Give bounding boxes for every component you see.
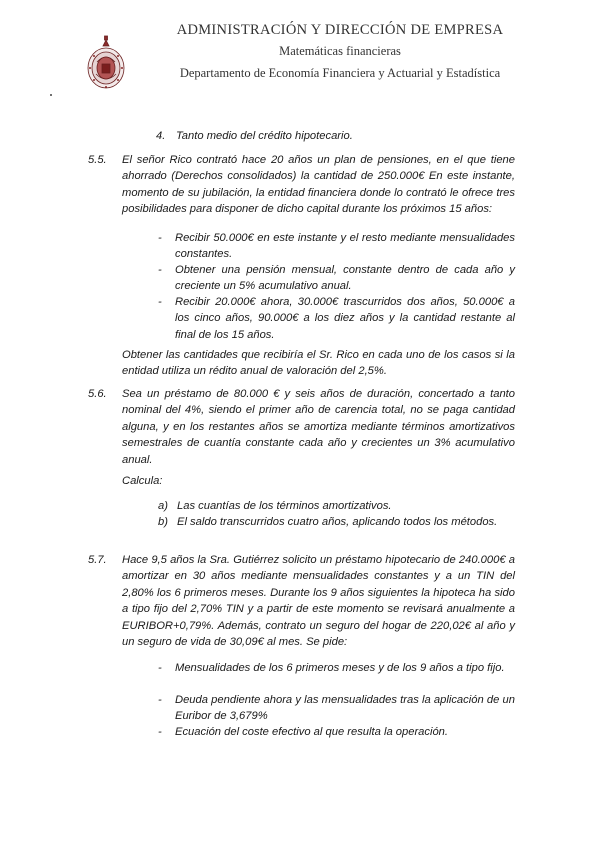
question-text: Las cuantías de los términos amortizativos.: [177, 500, 392, 512]
margin-dot: [50, 94, 52, 96]
university-seal-icon: [82, 34, 130, 94]
list-item-text: Ecuación del coste efectivo al que resulta la operación.: [175, 726, 449, 738]
header-department: Departamento de Economía Financiera y Actuarial y Estadística: [179, 66, 501, 80]
exercise-number: 5.5.: [88, 154, 107, 166]
dash-marker: -: [158, 296, 162, 308]
question-text: El saldo transcurridos cuatro años, aplicando todos los métodos.: [177, 516, 498, 528]
list-item-text: Recibir 50.000€ en este instante y el resto mediante mensualidades constantes.: [175, 232, 515, 261]
exercise-intro: Sea un préstamo de 80.000 € y seis años de duración, concertado a tanto nominal del 4%, siendo el primer año de carencia total, no se paga cantidad alguna, y en los restantes años se amortiza mediante términos amortizativos semestrales de cuantía constante cada año y crecientes un 3% acumulativo anual.: [122, 388, 515, 466]
exercise-number: 5.6.: [88, 388, 107, 400]
dash-marker: -: [158, 694, 162, 706]
exercise-number: 5.7.: [88, 554, 107, 566]
page-header: [0, 18, 600, 108]
dash-marker: -: [158, 232, 162, 244]
dash-marker: -: [158, 662, 162, 674]
calc-label: Calcula:: [122, 475, 163, 487]
header-title: ADMINISTRACIÓN Y DIRECCIÓN DE EMPRESA: [176, 22, 504, 38]
item-number: 4.: [156, 130, 166, 142]
exercise-closing: Obtener las cantidades que recibiría el Sr. Rico en cada uno de los casos si la entidad utiliza un rédito anual de valoración del 2,5%.: [122, 349, 515, 378]
list-item-text: Obtener una pensión mensual, constante dentro de cada año y creciente un 5% acumulativo anual.: [175, 264, 515, 293]
question-label: b): [158, 516, 168, 528]
dash-marker: -: [158, 726, 162, 738]
list-item-text: Deuda pendiente ahora y las mensualidades tras la aplicación de un Euribor de 3,679%: [175, 694, 515, 723]
header-subtitle: Matemáticas financieras: [279, 44, 401, 58]
question-label: a): [158, 500, 168, 512]
list-item-text: Mensualidades de los 6 primeros meses y de los 9 años a tipo fijo.: [175, 662, 505, 674]
list-item-text: Recibir 20.000€ ahora, 30.000€ trascurridos dos años, 50.000€ a los cinco años, 90.000€ a los diez años y la cantidad restante al final de los 15 años.: [175, 296, 515, 341]
exercise-intro: Hace 9,5 años la Sra. Gutiérrez solicito un préstamo hipotecario de 240.000€ a amortizar en 30 años mediante mensualidades constantes y a un TIN del 2,80% los 6 primeros meses. Durante los 9 años siguientes la hipoteca ha sido a tipo fijo del 2,70% TIN y a partir de este momento se revisará anualmente a EURIBOR+0,79%. Además, contrato un seguro del hogar de 220,02€ al año y un seguro de vida de 30,09€ al mes. Se pide:: [122, 554, 515, 649]
dash-marker: -: [158, 264, 162, 276]
exercise-intro: El señor Rico contrató hace 20 años un plan de pensiones, en el que tiene ahorrado (Derechos consolidados) la cantidad de 250.000€ En este instante, momento de su jubilación, la entidad financiera donde lo contrató le ofrece tres posibilidades para disponer de dicho capital durante los próximos 15 años:: [122, 154, 515, 216]
item-text: Tanto medio del crédito hipotecario.: [176, 130, 353, 142]
